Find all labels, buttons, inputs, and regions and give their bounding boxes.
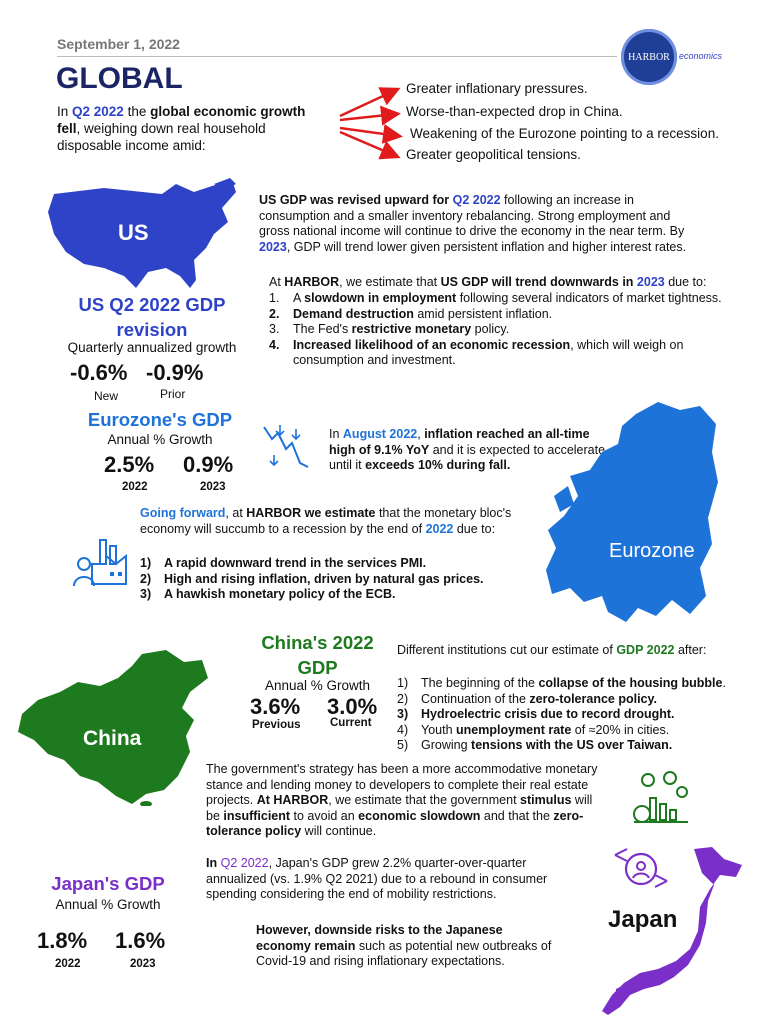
list-item: 2. Demand destruction amid persistent inflation. [269, 306, 553, 321]
logo-main-text: HARBOR [628, 51, 670, 63]
china-reasons-list [397, 676, 767, 754]
date: September 1, 2022 [57, 36, 180, 52]
list-item: 3. The Fed's restrictive monetary policy. [269, 322, 510, 336]
list-item: 5) Growing tensions with the US over Taiwan. [397, 738, 673, 752]
arrow-2 [340, 114, 396, 120]
china-strategy-text: The government's strategy has been a more accommodative monetary stance and lending money to developers to complete their real estate projects. At HARBOR, we estimate that the government stimulus will be insufficient to avoid an economic slowdown and that the zero-tolerance policy will continue. [206, 762, 598, 838]
eurozone-inflation-text: In August 2022, inflation reached an all-time high of 9.1% YoY and it is expected to accelerate until it exceeds 10% during fall. [329, 427, 606, 472]
japan-paragraph-2: However, downside risks to the Japanese economy remain such as potential new outbreaks of Covid-19 and rising inflationary expectations. [256, 923, 552, 968]
eurozone-year-2023: 2023 [200, 481, 226, 493]
list-item: 2) Continuation of the zero-tolerance policy. [397, 691, 658, 706]
us-map-label: US [118, 220, 149, 245]
person-exchange-icon [611, 845, 671, 891]
reason-1: Greater inflationary pressures. [406, 81, 588, 96]
eurozone-map-label: Eurozone [609, 540, 695, 562]
reason-arrows [332, 82, 412, 164]
eurozone-gdp-title: Eurozone's GDP [87, 409, 233, 430]
us-gdp-prior-value: -0.9% [146, 360, 204, 385]
eurozone-year-2022: 2022 [122, 481, 148, 493]
eurozone-gdp-2022-value: 2.5% [104, 452, 155, 477]
china-gdp-previous-value: 3.6% [250, 694, 301, 719]
japan-paragraph-1: In Q2 2022, Japan's GDP grew 2.2% quarter-over-quarter annualized (vs. 1.9% Q2 2021) due to a rebound in consumer spending considering the end of mobility restrictions. [206, 856, 548, 901]
list-item: 3) A hawkish monetary policy of the ECB. [140, 587, 396, 601]
eurozone-gdp-subtitle: Annual % Growth [107, 432, 213, 447]
list-item: 3) Hydroelectric crisis due to record drought. [397, 707, 675, 721]
japan-year-2022: 2022 [55, 958, 81, 970]
us-paragraph-2: At HARBOR, we estimate that US GDP will trend downwards in 2023 due to: [269, 275, 707, 289]
list-item: 2) High and rising inflation, driven by natural gas prices. [140, 571, 484, 586]
falling-chart-icon [262, 421, 312, 473]
us-gdp-subtitle: Quarterly annualized growth [67, 340, 237, 355]
eurozone-forward-text: Going forward, at HARBOR we estimate that the monetary bloc's economy will succumb to a recession by the end of 2022 due to: [140, 506, 512, 536]
japan-gdp-2023-value: 1.6% [115, 928, 166, 953]
japan-gdp-title: Japan's GDP [51, 873, 165, 894]
reason-3: Weakening of the Eurozone pointing to a recession. [410, 126, 719, 141]
logo-sub-text: economics [679, 51, 723, 61]
eurozone-reasons-list [140, 556, 540, 603]
harbor-logo [621, 29, 677, 85]
virus-economy-icon [632, 768, 692, 826]
china-previous-label: Previous [252, 719, 301, 731]
intro-paragraph: In Q2 2022 the global economic growth fell, weighing down real household disposable income amid: [57, 104, 306, 153]
list-item: 1) The beginning of the collapse of the housing bubble. [397, 676, 726, 690]
list-item: 4) Youth unemployment rate of ≈20% in cities. [397, 722, 670, 737]
us-gdp-prior-label: Prior [160, 387, 186, 401]
china-map-label: China [83, 727, 142, 750]
us-gdp-new-value: -0.6% [70, 360, 128, 385]
china-intro-text: Different institutions cut our estimate of GDP 2022 after: [397, 643, 707, 657]
japan-gdp-2022-value: 1.8% [37, 928, 88, 953]
china-gdp-title: China's 2022 GDP [261, 632, 374, 678]
japan-map-label: Japan [608, 906, 678, 933]
eurozone-gdp-2023-value: 0.9% [183, 452, 234, 477]
us-paragraph-1: US GDP was revised upward for Q2 2022 following an increase in consumption and a smaller inventory rebalancing. Strong employment and gross national income will continue to drive the economy in the near term. By 2023, GDP will trend lower given persistent inflation and higher interest rates. [259, 193, 687, 254]
us-gdp-title: US Q2 2022 GDP revision [78, 294, 226, 340]
reason-4: Greater geopolitical tensions. [406, 147, 581, 162]
arrow-1 [340, 90, 396, 116]
china-gdp-subtitle: Annual % Growth [264, 678, 371, 693]
list-item: 1. A slowdown in employment following several indicators of market tightness. [269, 291, 722, 305]
page-title: GLOBAL [56, 62, 183, 95]
factory-worker-icon [72, 534, 128, 588]
eurozone-map [540, 400, 720, 628]
japan-gdp-subtitle: Annual % Growth [55, 897, 161, 912]
header-rule [57, 56, 617, 57]
reason-2: Worse-than-expected drop in China. [406, 104, 623, 119]
list-item: 4. Increased likelihood of an economic recession, which will weigh on consumption and investment. [269, 337, 684, 367]
us-gdp-new-label: New [94, 389, 119, 403]
china-current-label: Current [330, 717, 372, 729]
china-gdp-current-value: 3.0% [327, 694, 378, 719]
japan-year-2023: 2023 [130, 958, 156, 970]
list-item: 1) A rapid downward trend in the services PMI. [140, 556, 427, 570]
us-reasons-list [269, 291, 739, 369]
